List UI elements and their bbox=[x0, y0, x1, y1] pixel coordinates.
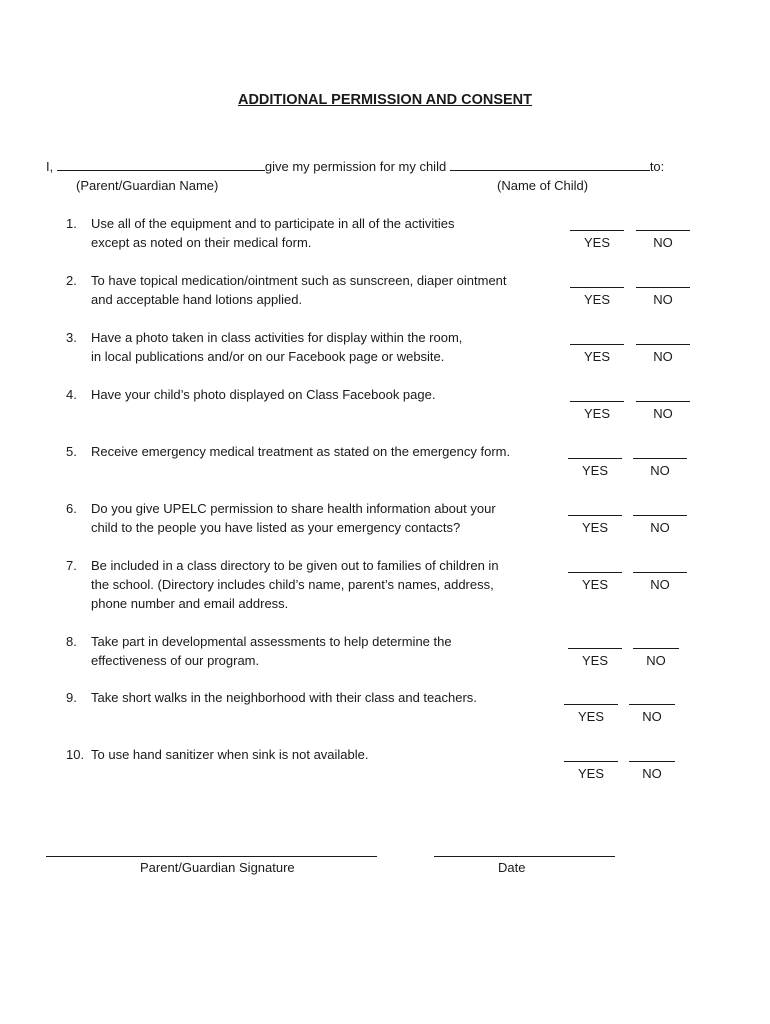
item-number: 7. bbox=[66, 558, 77, 573]
yes-option[interactable] bbox=[570, 344, 624, 364]
yes-label: YES bbox=[581, 463, 608, 478]
item-text-line: Take short walks in the neighborhood with their class and teachers. bbox=[91, 690, 477, 705]
no-blank-line bbox=[633, 515, 687, 516]
no-blank-line bbox=[633, 648, 679, 649]
item-text-line: except as noted on their medical form. bbox=[91, 235, 312, 250]
no-label: NO bbox=[653, 406, 673, 421]
item-text-line: Be included in a class directory to be given out to families of children in bbox=[91, 558, 499, 573]
no-blank-line bbox=[636, 230, 690, 231]
item-text-line: Have a photo taken in class activities for display within the room, bbox=[91, 330, 463, 345]
yes-label: YES bbox=[583, 406, 610, 421]
yes-label: YES bbox=[583, 349, 610, 364]
item-number: 2. bbox=[66, 273, 77, 288]
yes-blank-line bbox=[568, 515, 622, 516]
item-number: 1. bbox=[66, 216, 77, 231]
yes-option[interactable] bbox=[568, 458, 622, 478]
parent-signature-line[interactable] bbox=[46, 856, 377, 857]
parent-name-blank[interactable] bbox=[57, 158, 265, 171]
item-number: 8. bbox=[66, 634, 77, 649]
no-label: NO bbox=[653, 235, 673, 250]
yes-blank-line bbox=[570, 287, 624, 288]
yes-label: YES bbox=[577, 766, 604, 781]
item-text-line: and acceptable hand lotions applied. bbox=[91, 292, 303, 307]
item-text-line: effectiveness of our program. bbox=[91, 653, 260, 668]
no-blank-line bbox=[636, 344, 690, 345]
no-label: NO bbox=[650, 520, 670, 535]
yes-label: YES bbox=[577, 709, 604, 724]
list-item bbox=[66, 328, 556, 366]
no-label: NO bbox=[650, 577, 670, 592]
no-option[interactable] bbox=[629, 761, 675, 781]
list-item bbox=[66, 214, 556, 252]
no-label: NO bbox=[646, 653, 666, 668]
no-label: NO bbox=[642, 709, 662, 724]
item-text-line: Use all of the equipment and to participate in all of the activities bbox=[91, 216, 455, 231]
date-label: Date bbox=[498, 860, 526, 875]
no-option[interactable] bbox=[636, 344, 690, 364]
item-number: 9. bbox=[66, 690, 77, 705]
intro-statement bbox=[46, 158, 664, 174]
form-title: ADDITIONAL PERMISSION AND CONSENT bbox=[237, 92, 533, 108]
no-option[interactable] bbox=[633, 458, 687, 478]
no-blank-line bbox=[636, 287, 690, 288]
no-label: NO bbox=[650, 463, 670, 478]
intro-middle: give my permission for my child bbox=[264, 159, 447, 174]
no-blank-line bbox=[629, 704, 675, 705]
no-option[interactable] bbox=[633, 515, 687, 535]
no-blank-line bbox=[629, 761, 675, 762]
no-option[interactable] bbox=[636, 287, 690, 307]
no-label: NO bbox=[642, 766, 662, 781]
item-number: 3. bbox=[66, 330, 77, 345]
yes-option[interactable] bbox=[568, 515, 622, 535]
parent-name-caption: (Parent/Guardian Name) bbox=[76, 178, 219, 193]
yes-option[interactable] bbox=[564, 761, 618, 781]
item-text-line: phone number and email address. bbox=[91, 596, 289, 611]
yes-label: YES bbox=[581, 577, 608, 592]
list-item bbox=[66, 442, 556, 461]
no-label: NO bbox=[653, 349, 673, 364]
yes-blank-line bbox=[568, 572, 622, 573]
yes-blank-line bbox=[564, 761, 618, 762]
list-item bbox=[66, 688, 556, 707]
yes-option[interactable] bbox=[568, 572, 622, 592]
no-option[interactable] bbox=[633, 572, 687, 592]
yes-blank-line bbox=[568, 458, 622, 459]
yes-label: YES bbox=[581, 653, 608, 668]
intro-prefix: I, bbox=[46, 159, 54, 174]
item-number: 5. bbox=[66, 444, 77, 459]
list-item bbox=[66, 556, 556, 613]
yes-option[interactable] bbox=[568, 648, 622, 668]
no-option[interactable] bbox=[629, 704, 675, 724]
intro-suffix: to: bbox=[649, 159, 665, 174]
item-text-line: To have topical medication/ointment such as sunscreen, diaper ointment bbox=[91, 273, 507, 288]
yes-option[interactable] bbox=[570, 287, 624, 307]
yes-label: YES bbox=[583, 292, 610, 307]
item-text-line: Take part in developmental assessments to help determine the bbox=[91, 634, 452, 649]
yes-blank-line bbox=[570, 344, 624, 345]
list-item bbox=[66, 632, 556, 670]
yes-option[interactable] bbox=[570, 401, 624, 421]
list-item bbox=[66, 385, 556, 404]
item-text-line: To use hand sanitizer when sink is not available. bbox=[91, 747, 369, 762]
yes-blank-line bbox=[570, 401, 624, 402]
yes-label: YES bbox=[583, 235, 610, 250]
yes-blank-line bbox=[564, 704, 618, 705]
child-name-blank[interactable] bbox=[450, 158, 650, 171]
no-blank-line bbox=[636, 401, 690, 402]
child-name-caption: (Name of Child) bbox=[497, 178, 589, 193]
list-item bbox=[66, 745, 556, 764]
no-label: NO bbox=[653, 292, 673, 307]
parent-signature-label: Parent/Guardian Signature bbox=[140, 860, 295, 875]
yes-option[interactable] bbox=[570, 230, 624, 250]
item-text-line: the school. (Directory includes child’s name, parent’s names, address, bbox=[91, 577, 494, 592]
item-text-line: Receive emergency medical treatment as stated on the emergency form. bbox=[91, 444, 511, 459]
no-blank-line bbox=[633, 572, 687, 573]
item-number: 6. bbox=[66, 501, 77, 516]
list-item bbox=[66, 499, 556, 537]
list-item bbox=[66, 271, 556, 309]
yes-option[interactable] bbox=[564, 704, 618, 724]
date-line[interactable] bbox=[434, 856, 615, 857]
item-number: 4. bbox=[66, 387, 77, 402]
no-blank-line bbox=[633, 458, 687, 459]
yes-blank-line bbox=[570, 230, 624, 231]
item-text-line: Have your child’s photo displayed on Class Facebook page. bbox=[91, 387, 436, 402]
item-number: 10. bbox=[66, 747, 85, 762]
no-option[interactable] bbox=[636, 401, 690, 421]
no-option[interactable] bbox=[636, 230, 690, 250]
yes-label: YES bbox=[581, 520, 608, 535]
item-text-line: Do you give UPELC permission to share health information about your bbox=[91, 501, 496, 516]
yes-blank-line bbox=[568, 648, 622, 649]
item-text-line: child to the people you have listed as your emergency contacts? bbox=[91, 520, 461, 535]
item-text-line: in local publications and/or on our Facebook page or website. bbox=[91, 349, 445, 364]
no-option[interactable] bbox=[633, 648, 679, 668]
